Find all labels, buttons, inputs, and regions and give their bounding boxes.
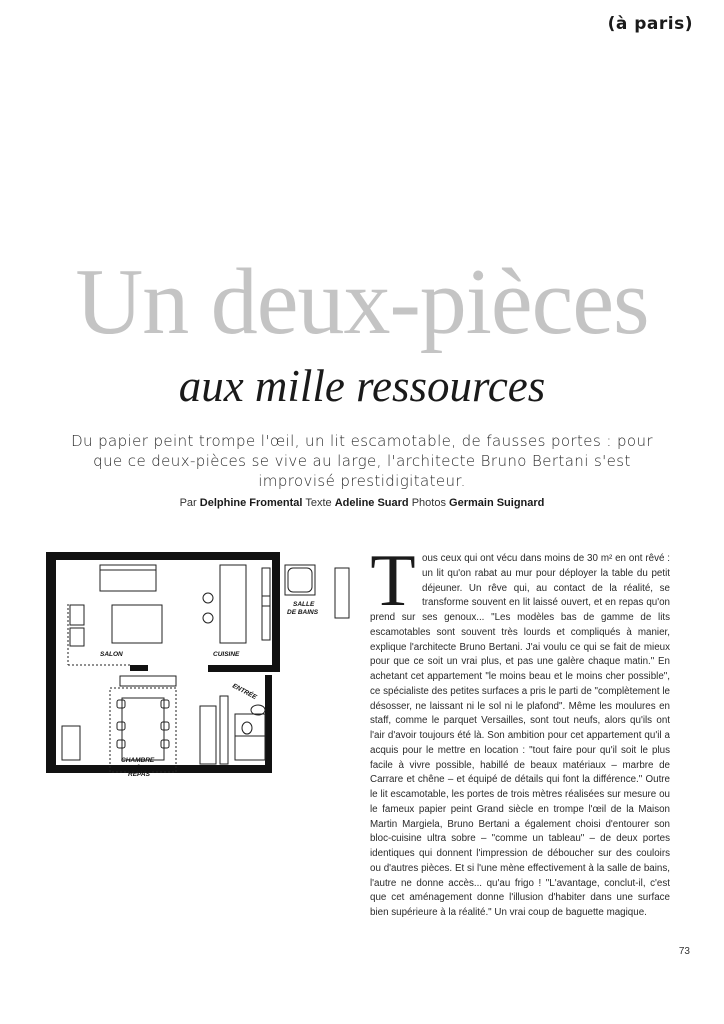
room-label-salle-line1: SALLE xyxy=(293,601,315,608)
section-label: (à paris) xyxy=(607,14,693,34)
drop-cap: T xyxy=(370,540,416,622)
credit-photos-name: Germain Suignard xyxy=(449,497,545,509)
room-label-chambre-line3: REPAS xyxy=(128,771,150,778)
room-label-chambre-line2: & xyxy=(136,764,141,771)
room-label-cuisine: CUISINE xyxy=(213,651,240,658)
page-number: 73 xyxy=(678,946,690,957)
credit-photos-label: Photos xyxy=(411,497,446,509)
credits-line xyxy=(0,497,724,509)
floor-plan xyxy=(40,548,319,778)
room-label-chambre-line1: CHAMBRE xyxy=(121,757,155,764)
room-label-entree: ENTRÉE xyxy=(231,682,258,702)
standfirst: Du papier peint trompe l'œil, un lit escamotable, de fausses portes : pour que ce deux-pièces se vive au large, l'architecte Bruno Bertani s'est improvisé prestidigitateur. xyxy=(71,432,653,490)
article-body xyxy=(370,540,670,921)
room-label-salon: SALON xyxy=(100,651,123,658)
credit-texte-name: Adeline Suard xyxy=(334,497,409,509)
room-label-salle-line2: DE BAINS xyxy=(287,609,319,616)
plan-fixtures xyxy=(62,565,349,772)
headline-subtitle: aux mille ressources xyxy=(178,361,546,411)
article-text: ous ceux qui ont vécu dans moins de 30 m² en ont rêvé : un lit qu'on rabat au mur pour déployer la table du petit déjeuner. Un rêve qui, au contact de la réalité, se transforme souvent en lit laissé ouvert, et en repas qu'on prend sur ses genoux... "Les modèles bas de gamme de lits escamotables sont souvent très lourds et compliqués à manier, explique l'architecte Bruno Bertani. J'ai voulu ce qui se fait de mieux pour que ce soit un vrai plus, et pas une galère chaque matin." En achetant cet appartement "le moins beau et le moins cher possible", ce spécialiste des petites surfaces a pris le parti de "complètement le désosser, ne laissant ni le sol ni le plafond". Même les moulures en staff, comme le parquet Versailles, sont tout neufs, alors qu'ils ont l'air d'avoir toujours été là. Son ambition pour cet appartement qu'il a acquis pour le mettre en location : "tout faire pour qu'il soit le plus facile à vivre possible, habillé de beaux matériaux – marbre de Carrare et chêne – et équipé de détails qui font la différence." Outre le lit escamotable, les portes de trois mètres réalisées sur mesure ou le fameux papier peint Grand siècle en trompe l'œil de la Maison Martin Margiela, Bruno Bertani a également choisi d'entourer son bloc-cuisine ultra sobre – "comme un tableau" – de deux portes identiques qui donnent l'impression de déboucher sur des couloirs ou d'autres pièces. Et si l'une mène effectivement à la salle de bains, l'autre ne donne accès... qu'au frigo ! "L'avantage, conclut-il, c'est que cet aménagement donne l'illusion d'habiter dans une surface bien supérieure à la réalité." Un vrai coup de baguette magique. xyxy=(370,553,670,918)
headline-title: Un deux-pièces xyxy=(75,250,649,354)
credit-par-label: Par xyxy=(179,497,197,509)
credit-par-name: Delphine Fromental xyxy=(199,497,303,509)
credit-texte-label: Texte xyxy=(305,497,332,509)
